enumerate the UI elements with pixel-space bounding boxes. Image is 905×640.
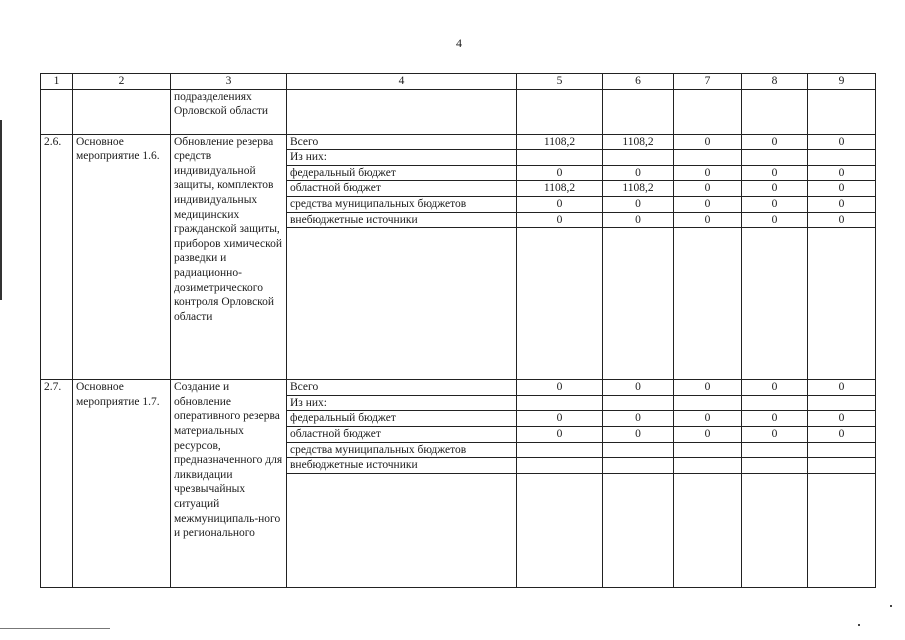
source-label: областной бюджет: [287, 426, 517, 442]
cell: [742, 89, 808, 134]
col-header: 6: [603, 74, 674, 90]
value-cell: [742, 442, 808, 458]
value-cell: 0: [742, 181, 808, 197]
col-header: 1: [41, 74, 73, 90]
value-cell: [742, 458, 808, 474]
col-header: 8: [742, 74, 808, 90]
cell: [287, 228, 517, 380]
value-cell: [603, 395, 674, 411]
value-cell: 0: [603, 411, 674, 427]
event-description: Создание и обновление оперативного резерва материальных ресурсов, предназначенного для ликвидации чрезвычайных ситуаций межмуниципаль-ного и регионального: [171, 380, 287, 588]
section-number: 2.7.: [41, 380, 73, 588]
value-cell: [674, 395, 742, 411]
value-cell: [808, 395, 876, 411]
value-cell: 1108,2: [603, 181, 674, 197]
cell: [603, 228, 674, 380]
col-header: 5: [517, 74, 603, 90]
source-label: Из них:: [287, 395, 517, 411]
value-cell: 1108,2: [517, 134, 603, 150]
cell: [742, 473, 808, 587]
value-cell: [603, 442, 674, 458]
value-cell: 0: [674, 165, 742, 181]
source-label: Всего: [287, 134, 517, 150]
col-header: 4: [287, 74, 517, 90]
scan-speck: [858, 624, 860, 626]
col-header: 7: [674, 74, 742, 90]
value-cell: [603, 150, 674, 166]
cell: [287, 473, 517, 587]
source-label: областной бюджет: [287, 181, 517, 197]
source-label: внебюджетные источники: [287, 458, 517, 474]
value-cell: 0: [808, 196, 876, 212]
value-cell: 0: [603, 196, 674, 212]
cell: [517, 228, 603, 380]
value-cell: 0: [517, 165, 603, 181]
column-number-row: [41, 74, 876, 90]
value-cell: 0: [603, 212, 674, 228]
value-cell: 0: [674, 212, 742, 228]
value-cell: 0: [742, 426, 808, 442]
section-number: 2.6.: [41, 134, 73, 380]
value-cell: [517, 442, 603, 458]
source-label: федеральный бюджет: [287, 411, 517, 427]
value-cell: [517, 458, 603, 474]
value-cell: 0: [674, 196, 742, 212]
event-name: Основное мероприятие 1.6.: [73, 134, 171, 380]
value-cell: 0: [742, 411, 808, 427]
value-cell: [742, 150, 808, 166]
source-label: внебюджетные источники: [287, 212, 517, 228]
cell: [603, 473, 674, 587]
value-cell: 0: [674, 134, 742, 150]
value-cell: [603, 458, 674, 474]
value-cell: [808, 442, 876, 458]
col-header: 2: [73, 74, 171, 90]
cell: [808, 228, 876, 380]
value-cell: 0: [603, 380, 674, 396]
value-cell: 0: [808, 380, 876, 396]
table-row: [41, 134, 876, 150]
value-cell: 0: [742, 196, 808, 212]
cell: [41, 89, 73, 134]
value-cell: 1108,2: [603, 134, 674, 150]
col-header: 9: [808, 74, 876, 90]
col-header: 3: [171, 74, 287, 90]
budget-table: [40, 73, 876, 588]
value-cell: [674, 150, 742, 166]
value-cell: [517, 395, 603, 411]
value-cell: 0: [742, 380, 808, 396]
value-cell: 0: [674, 380, 742, 396]
cell: [674, 473, 742, 587]
scan-edge-mark: [0, 120, 2, 300]
cell: [517, 89, 603, 134]
value-cell: 0: [603, 426, 674, 442]
value-cell: [674, 458, 742, 474]
cell: [73, 89, 171, 134]
event-description: Обновление резерва средств индивидуальной защиты, комплектов индивидуальных медицинских гражданской защиты, приборов химической разведки и радиационно-дозиметрического контроля Орловской области: [171, 134, 287, 380]
value-cell: 0: [808, 134, 876, 150]
value-cell: [742, 395, 808, 411]
value-cell: 0: [808, 426, 876, 442]
value-cell: [808, 150, 876, 166]
value-cell: 0: [674, 411, 742, 427]
value-cell: 0: [674, 181, 742, 197]
value-cell: 0: [603, 165, 674, 181]
source-label: средства муниципальных бюджетов: [287, 196, 517, 212]
value-cell: 0: [517, 426, 603, 442]
cell: [674, 228, 742, 380]
value-cell: 0: [517, 212, 603, 228]
value-cell: 0: [808, 411, 876, 427]
value-cell: [517, 150, 603, 166]
value-cell: 0: [742, 212, 808, 228]
cell: [517, 473, 603, 587]
value-cell: 0: [808, 212, 876, 228]
source-label: федеральный бюджет: [287, 165, 517, 181]
value-cell: 0: [742, 134, 808, 150]
cell: [674, 89, 742, 134]
value-cell: 0: [742, 165, 808, 181]
continuation-row: [41, 89, 876, 134]
value-cell: 0: [517, 411, 603, 427]
value-cell: 0: [517, 380, 603, 396]
source-label: Всего: [287, 380, 517, 396]
value-cell: 0: [517, 196, 603, 212]
value-cell: 0: [808, 165, 876, 181]
value-cell: 1108,2: [517, 181, 603, 197]
cell: [287, 89, 517, 134]
value-cell: 0: [674, 426, 742, 442]
continued-description: подразделениях Орловской области: [171, 89, 287, 134]
value-cell: [674, 442, 742, 458]
scan-speck: [890, 605, 892, 607]
value-cell: 0: [808, 181, 876, 197]
event-name: Основное мероприятие 1.7.: [73, 380, 171, 588]
page-number: 4: [456, 36, 462, 50]
footer-rule: [0, 628, 110, 629]
cell: [603, 89, 674, 134]
table-row: [41, 380, 876, 396]
cell: [808, 89, 876, 134]
cell: [808, 473, 876, 587]
source-label: средства муниципальных бюджетов: [287, 442, 517, 458]
value-cell: [808, 458, 876, 474]
cell: [742, 228, 808, 380]
source-label: Из них:: [287, 150, 517, 166]
